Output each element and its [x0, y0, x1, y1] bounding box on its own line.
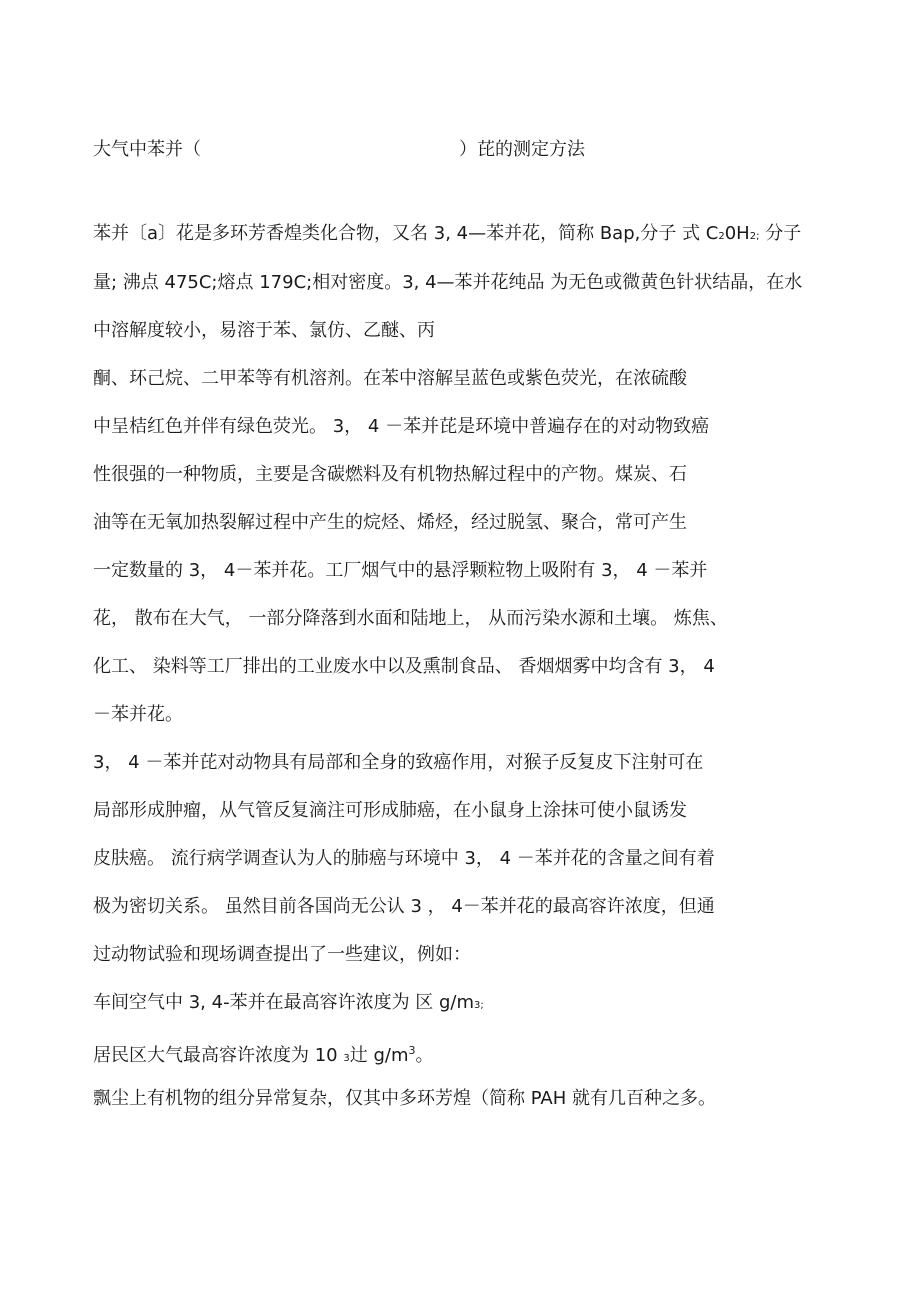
paragraph-line-2: 量; 沸点 475C;熔点 179C;相对密度。3, 4—苯并花纯品 为无色或微黄色针状结晶，在水 [93, 272, 803, 293]
paragraph-line-14: 皮肤癌。 流行病学调查认为人的肺癌与环境中 3， 4 －苯并花的含量之间有着 [93, 848, 715, 869]
paragraph-line-18: 居民区大气最高容许浓度为 10 3辻 $g/m^3$。 [93, 1044, 434, 1066]
document-title [93, 137, 585, 163]
paragraph-line-1: 苯并〔a〕花是多环芳香煌类化合物，又名 3, 4—苯并花，简称 Bap,分子 式 C20H2; 分子 [93, 223, 802, 244]
paragraph-line-11: －苯并花。 [93, 704, 183, 725]
paragraph-line-15: 极为密切关系。 虽然目前各国尚无公认 3 ， 4－苯并花的最高容许浓度，但通 [93, 896, 715, 917]
paragraph-line-3: 中溶解度较小，易溶于苯、氯仿、乙醚、丙 [93, 320, 435, 341]
paragraph-line-7: 油等在无氧加热裂解过程中产生的烷烃、烯烃，经过脱氢、聚合，常可产生 [93, 512, 687, 533]
title-left: 大气中苯并（ [93, 139, 201, 160]
paragraph-line-10: 化工、 染料等工厂排出的工业废水中以及熏制食品、 香烟烟雾中均含有 3， 4 [93, 656, 715, 677]
paragraph-line-19: 飘尘上有机物的组分异常复杂，仅其中多环芳煌（简称 PAH 就有几百种之多。 [93, 1088, 716, 1109]
paragraph-line-17: 车间空气中 3, 4-苯并在最高容许浓度为 区 g/m3; [93, 992, 484, 1013]
paragraph-line-4: 酮、环己烷、二甲苯等有机溶剂。在苯中溶解呈蓝色或紫色荧光，在浓硫酸 [93, 368, 687, 389]
title-right: ）芘的测定方法 [459, 139, 585, 160]
paragraph-line-13: 局部形成肿瘤，从气管反复滴注可形成肺癌，在小鼠身上涂抹可使小鼠诱发 [93, 800, 687, 821]
paragraph-line-5: 中呈桔红色并伴有绿色荧光。 3， 4 －苯并芘是环境中普遍存在的对动物致癌 [93, 416, 710, 437]
paragraph-line-6: 性很强的一种物质，主要是含碳燃料及有机物热解过程中的产物。煤炭、石 [93, 464, 687, 485]
paragraph-line-12: 3， 4 －苯并芘对动物具有局部和全身的致癌作用，对猴子反复皮下注射可在 [93, 752, 704, 773]
paragraph-line-9: 花， 散布在大气， 一部分降落到水面和陆地上， 从而污染水源和土壤。 炼焦、 [93, 608, 728, 629]
paragraph-line-8: 一定数量的 3， 4－苯并花。工厂烟气中的悬浮颗粒物上吸附有 3， 4 －苯并 [93, 560, 708, 581]
paragraph-line-16: 过动物试验和现场调查提出了一些建议，例如： [93, 944, 471, 965]
